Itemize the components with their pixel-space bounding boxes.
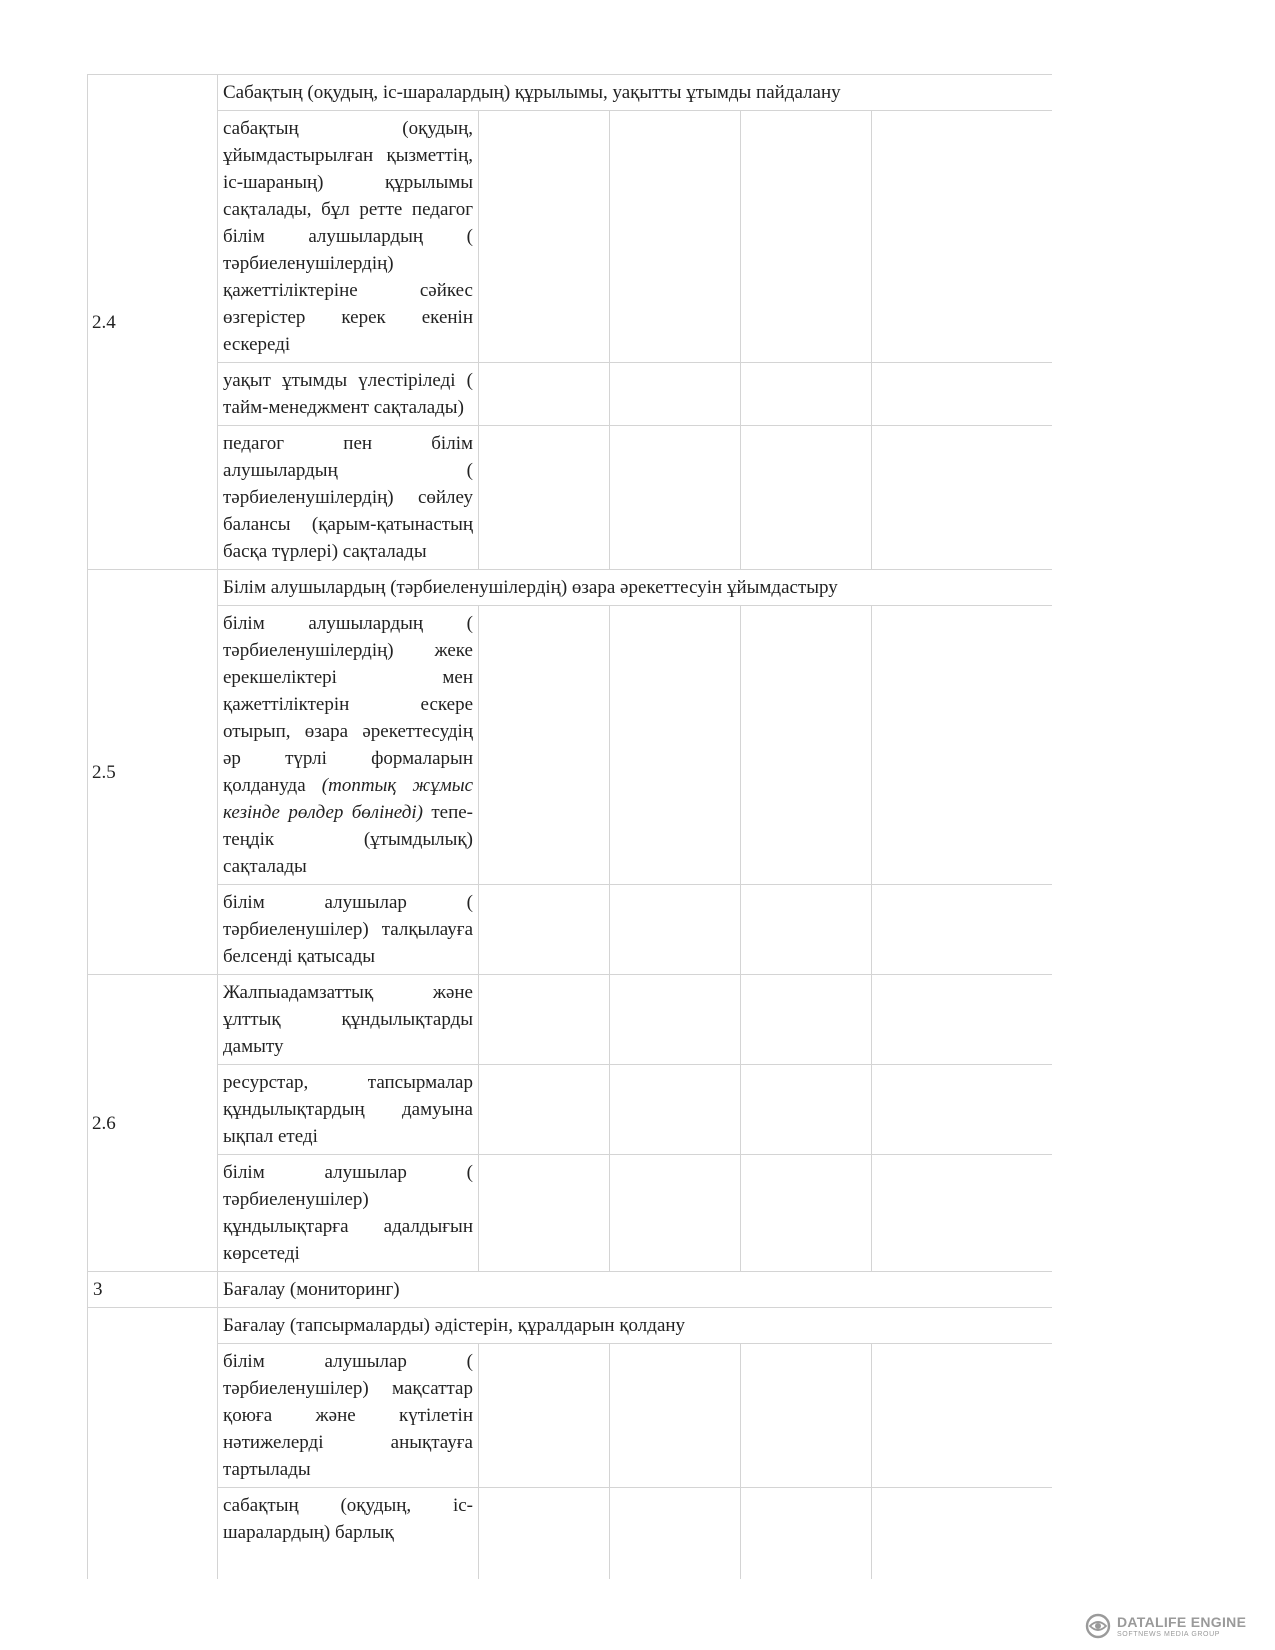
score-cell bbox=[610, 1344, 741, 1488]
criterion-cell: білім алушылар ( тәрбиеленушілер) талқылауға белсенді қатысады bbox=[218, 885, 479, 975]
score-cell bbox=[741, 885, 872, 975]
table-row bbox=[88, 1065, 1053, 1155]
criterion-text: тепе-теңдік (ұтымдылық) сақталады bbox=[223, 802, 473, 877]
score-cell bbox=[479, 975, 610, 1065]
score-cell bbox=[479, 1488, 610, 1580]
evaluation-table-page bbox=[87, 74, 1052, 1579]
table-row bbox=[88, 1308, 1053, 1344]
watermark-brand: DATALIFE ENGINE bbox=[1117, 1613, 1247, 1630]
criterion-cell: ресурстар, тапсырмалар құндылықтардың дамуына ықпал етеді bbox=[218, 1065, 479, 1155]
table-row bbox=[88, 75, 1053, 111]
score-cell bbox=[479, 111, 610, 363]
table-row bbox=[88, 363, 1053, 426]
table-row bbox=[88, 111, 1053, 363]
score-cell bbox=[741, 1155, 872, 1272]
watermark bbox=[1085, 1610, 1260, 1642]
eye-logo-icon bbox=[1085, 1613, 1111, 1639]
section-heading: Сабақтың (оқудың, іс-шаралардың) құрылымы, уақытты ұтымды пайдалану bbox=[218, 75, 1053, 111]
score-cell bbox=[479, 1155, 610, 1272]
score-cell bbox=[479, 363, 610, 426]
criterion-cell: білім алушылар ( тәрбиеленушілер) құндылықтарға адалдығын көрсетеді bbox=[218, 1155, 479, 1272]
table-row bbox=[88, 1344, 1053, 1488]
score-cell bbox=[872, 975, 1053, 1065]
criterion-cell: педагог пен білім алушылардың ( тәрбиеленушілердің) сөйлеу балансы (қарым-қатынастың басқа түрлері) сақталады bbox=[218, 426, 479, 570]
score-cell bbox=[479, 1344, 610, 1488]
table-row bbox=[88, 1272, 1053, 1308]
score-cell bbox=[741, 426, 872, 570]
score-cell bbox=[872, 606, 1053, 885]
criterion-italic-note: (топтық жұмыс кезінде рөлдер бөлінеді) bbox=[223, 775, 474, 823]
table-row bbox=[88, 570, 1053, 606]
table-row bbox=[88, 885, 1053, 975]
criterion-cell: білім алушылар ( тәрбиеленушілер) мақсаттар қоюға және күтілетін нәтижелерді анықтауға тартылады bbox=[218, 1344, 479, 1488]
score-cell bbox=[610, 885, 741, 975]
score-cell bbox=[610, 1155, 741, 1272]
table-row bbox=[88, 1488, 1053, 1580]
criterion-cell: сабақтың (оқудың, іс-шаралардың) барлық bbox=[218, 1488, 479, 1580]
criterion-cell bbox=[218, 606, 479, 885]
section-heading: Бағалау (тапсырмаларды) әдістерін, құралдарын қолдану bbox=[218, 1308, 1053, 1344]
score-cell bbox=[479, 885, 610, 975]
table-row bbox=[88, 975, 1053, 1065]
score-cell bbox=[872, 1065, 1053, 1155]
criterion-cell: уақыт ұтымды үлестіріледі ( тайм-менеджмент сақталады) bbox=[218, 363, 479, 426]
score-cell bbox=[610, 363, 741, 426]
score-cell bbox=[872, 111, 1053, 363]
score-cell bbox=[872, 1344, 1053, 1488]
score-cell bbox=[872, 426, 1053, 570]
criterion-cell: сабақтың (оқудың, ұйымдастырылған қызметтің, іс-шараның) құрылымы сақталады, бұл ретте педагог білім алушылардың ( тәрбиеленушілердің) қажеттіліктеріне сәйкес өзгерістер керек екенін ескереді bbox=[218, 111, 479, 363]
score-cell bbox=[741, 1065, 872, 1155]
score-cell bbox=[479, 1065, 610, 1155]
score-cell bbox=[741, 363, 872, 426]
score-cell bbox=[610, 1065, 741, 1155]
section-number: 2.4 bbox=[88, 75, 218, 570]
section-number: 2.6 bbox=[88, 975, 218, 1272]
score-cell bbox=[872, 363, 1053, 426]
score-cell bbox=[872, 1155, 1053, 1272]
score-cell bbox=[610, 606, 741, 885]
score-cell bbox=[741, 1488, 872, 1580]
score-cell bbox=[741, 1344, 872, 1488]
score-cell bbox=[610, 111, 741, 363]
score-cell bbox=[741, 606, 872, 885]
score-cell bbox=[872, 885, 1053, 975]
section-heading: Білім алушылардың (тәрбиеленушілердің) өзара әрекеттесуін ұйымдастыру bbox=[218, 570, 1053, 606]
table-row bbox=[88, 426, 1053, 570]
score-cell bbox=[741, 975, 872, 1065]
evaluation-table bbox=[87, 74, 1052, 1579]
score-cell bbox=[610, 1488, 741, 1580]
table-row bbox=[88, 1155, 1053, 1272]
score-cell bbox=[610, 975, 741, 1065]
section-number: 2.5 bbox=[88, 570, 218, 975]
score-cell bbox=[872, 1488, 1053, 1580]
section-heading: Жалпыадамзаттық және ұлттық құндылықтарды дамыту bbox=[218, 975, 479, 1065]
score-cell bbox=[479, 426, 610, 570]
score-cell bbox=[479, 606, 610, 885]
section-heading: Бағалау (мониторинг) bbox=[218, 1272, 1053, 1308]
section-number-empty bbox=[88, 1308, 218, 1580]
table-row bbox=[88, 606, 1053, 885]
criterion-text: білім алушылардың ( тәрбиеленушілердің) жеке ерекшеліктері мен қажеттіліктерін ескере отырып, өзара әрекеттесудің әр түрлі формаларын қолдануда bbox=[223, 613, 473, 796]
watermark-text bbox=[1117, 1615, 1246, 1638]
score-cell bbox=[610, 426, 741, 570]
section-number: 3 bbox=[88, 1272, 218, 1308]
score-cell bbox=[741, 111, 872, 363]
watermark-subtitle: SOFTNEWS MEDIA GROUP bbox=[1117, 1630, 1221, 1638]
